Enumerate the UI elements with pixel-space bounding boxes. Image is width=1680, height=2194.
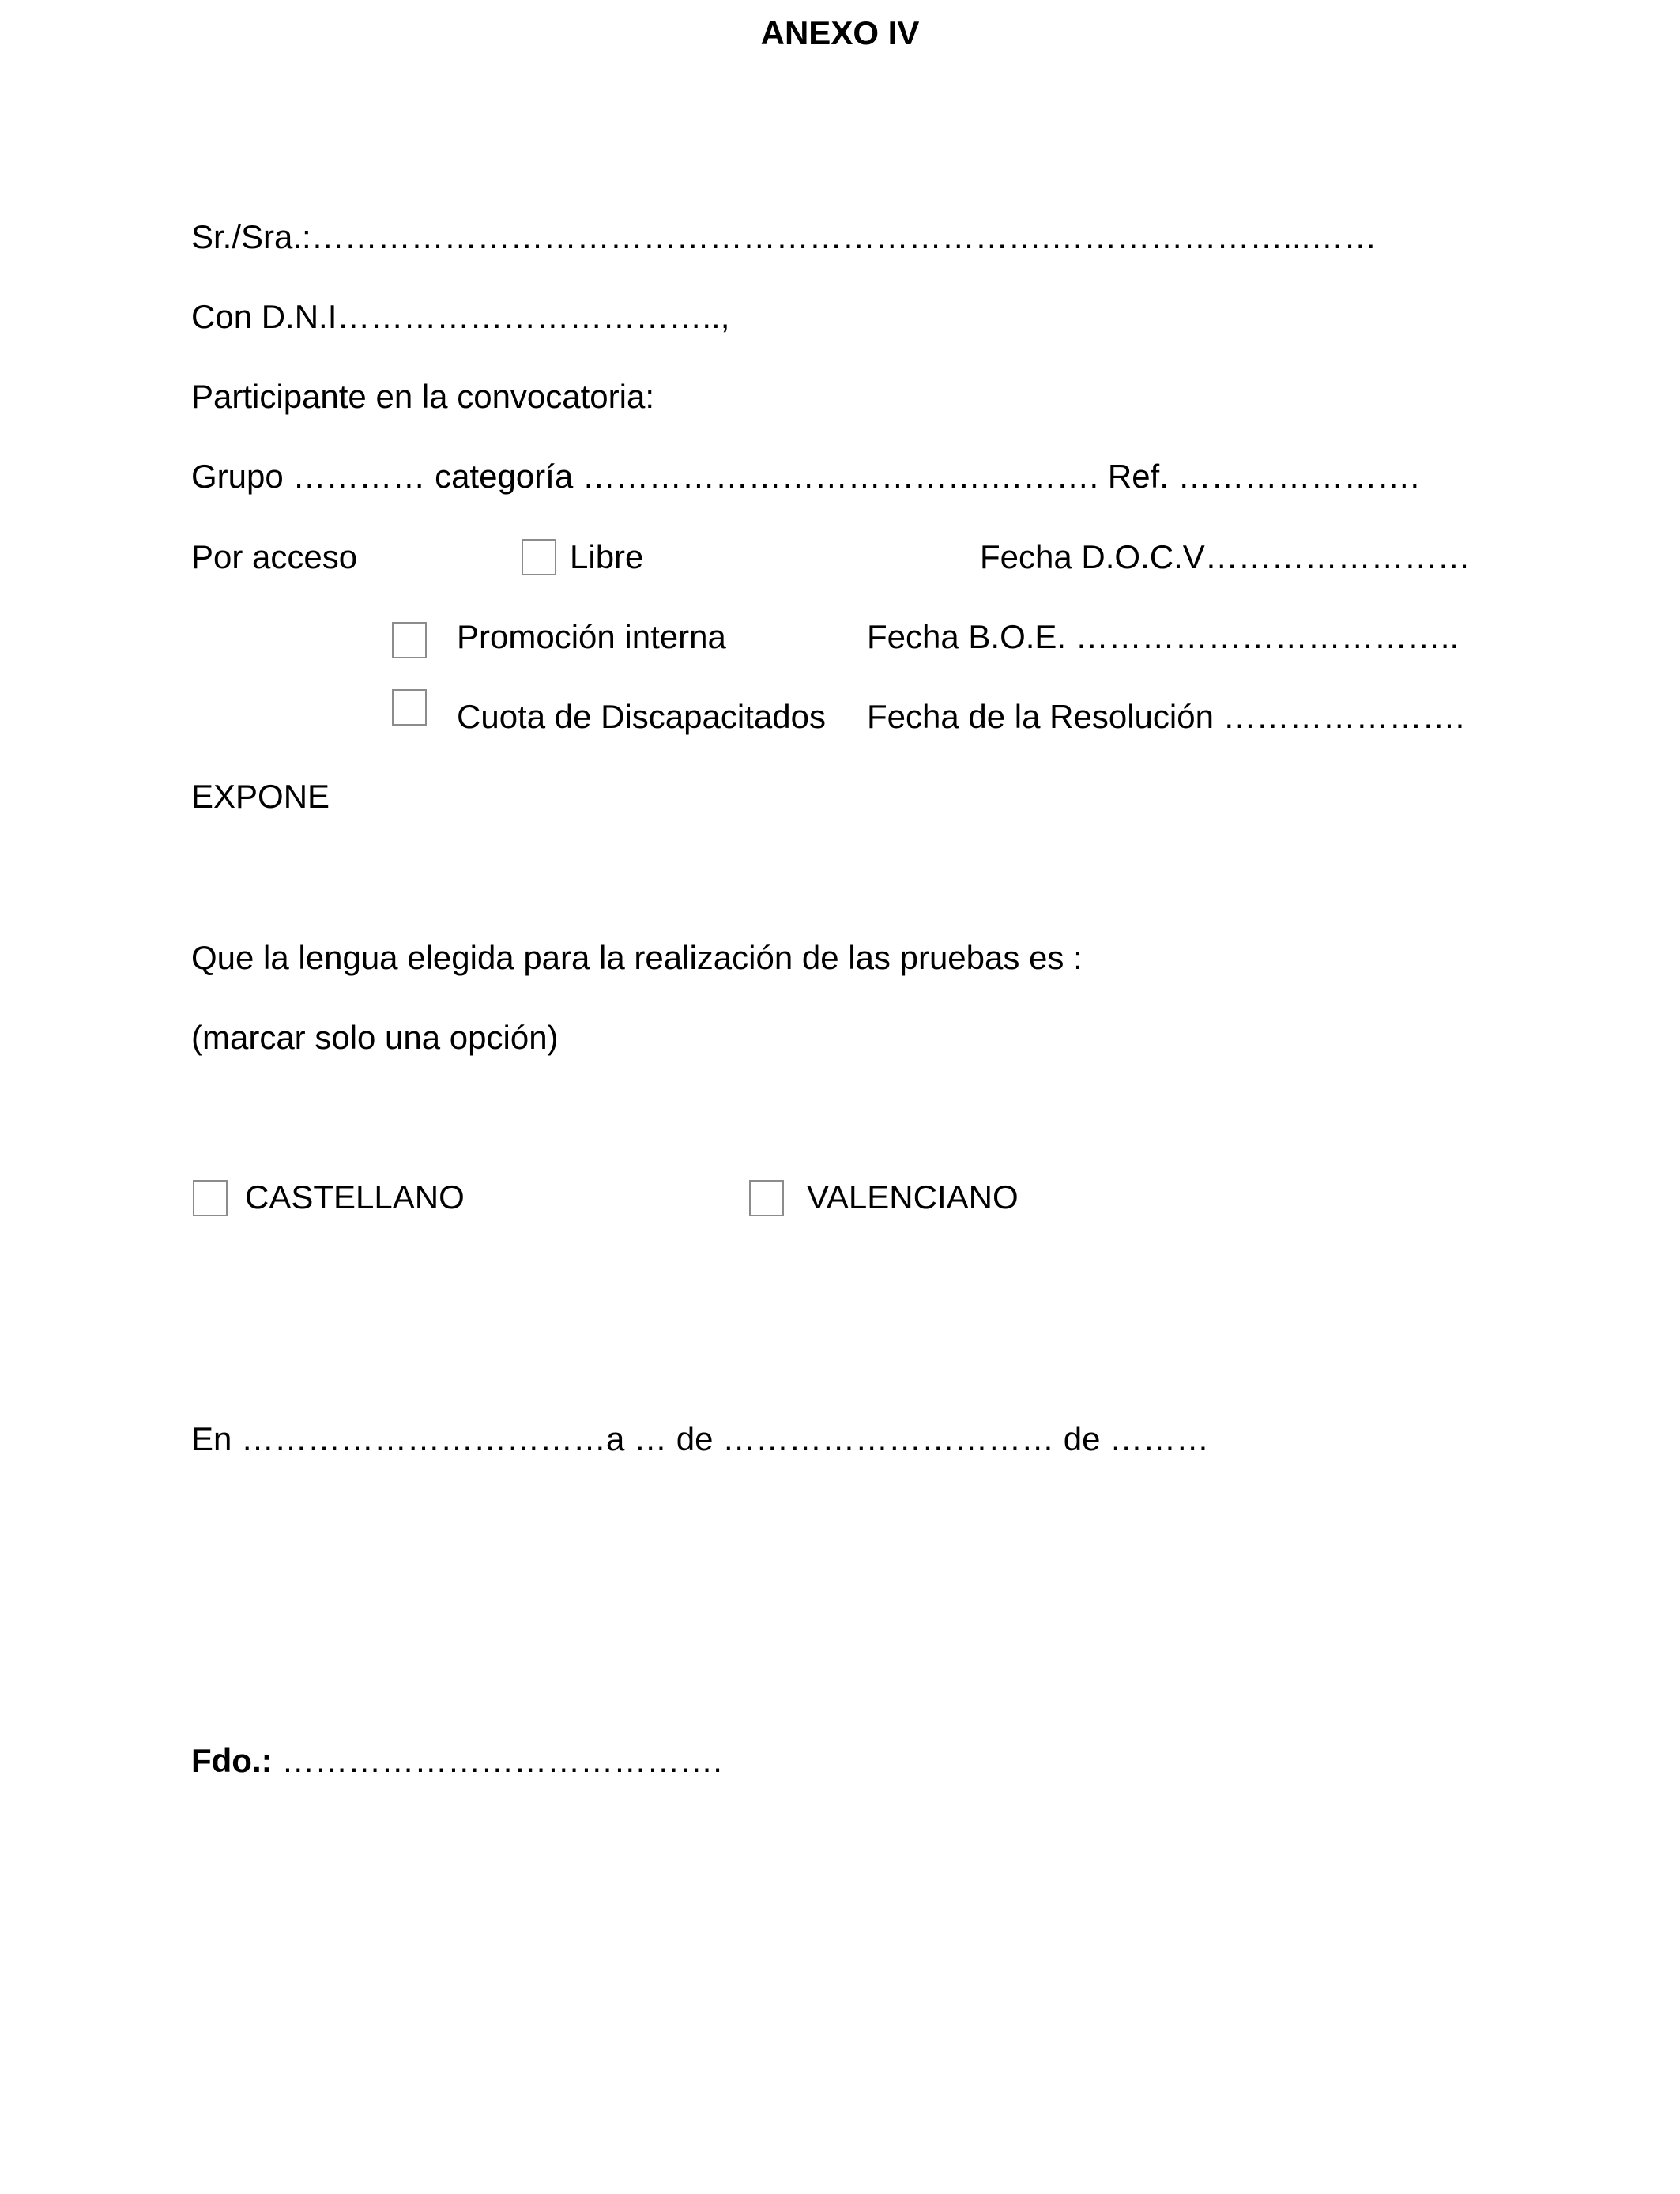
- signature-line[interactable]: ………………………………….: [281, 1742, 722, 1779]
- expone-heading: EXPONE: [191, 778, 330, 815]
- valenciano-label: VALENCIANO: [807, 1178, 1019, 1216]
- dni-field[interactable]: Con D.N.I……………………………..,: [191, 298, 730, 335]
- place-date-field[interactable]: En ……………………………a … de ………………………… de ………: [191, 1420, 1210, 1457]
- lengua-sentence: Que la lengua elegida para la realización de las pruebas es :: [191, 939, 1083, 976]
- valenciano-checkbox[interactable]: [749, 1180, 784, 1216]
- acceso-label: Por acceso: [191, 538, 358, 575]
- grupo-categoria-ref-field[interactable]: Grupo ………… categoría ……………………………….………. Ref. ………………….: [191, 458, 1420, 495]
- participant-label: Participante en la convocatoria:: [191, 378, 655, 415]
- cuota-discapacitados-checkbox[interactable]: [392, 689, 427, 726]
- cuota-discapacitados-label: Cuota de Discapacitados: [457, 698, 826, 735]
- libre-checkbox[interactable]: [522, 539, 556, 575]
- signature-label: Fdo.:: [191, 1742, 273, 1779]
- fecha-docv-field[interactable]: Fecha D.O.C.V……………………: [980, 538, 1471, 575]
- name-field[interactable]: Sr./Sra.:………………………………………………………….…………………...……: [191, 218, 1377, 255]
- promocion-interna-label: Promoción interna: [457, 618, 726, 655]
- libre-label: Libre: [570, 538, 644, 575]
- fecha-boe-field[interactable]: Fecha B.O.E. ……………………………..: [867, 618, 1460, 655]
- marcar-hint: (marcar solo una opción): [191, 1019, 559, 1056]
- fecha-resolucion-field[interactable]: Fecha de la Resolución ………………….: [867, 698, 1465, 735]
- promocion-interna-checkbox[interactable]: [392, 622, 427, 658]
- signature-row: [191, 1741, 722, 1781]
- castellano-checkbox[interactable]: [193, 1180, 228, 1216]
- castellano-label: CASTELLANO: [245, 1178, 465, 1216]
- document-title: ANEXO IV: [760, 14, 920, 51]
